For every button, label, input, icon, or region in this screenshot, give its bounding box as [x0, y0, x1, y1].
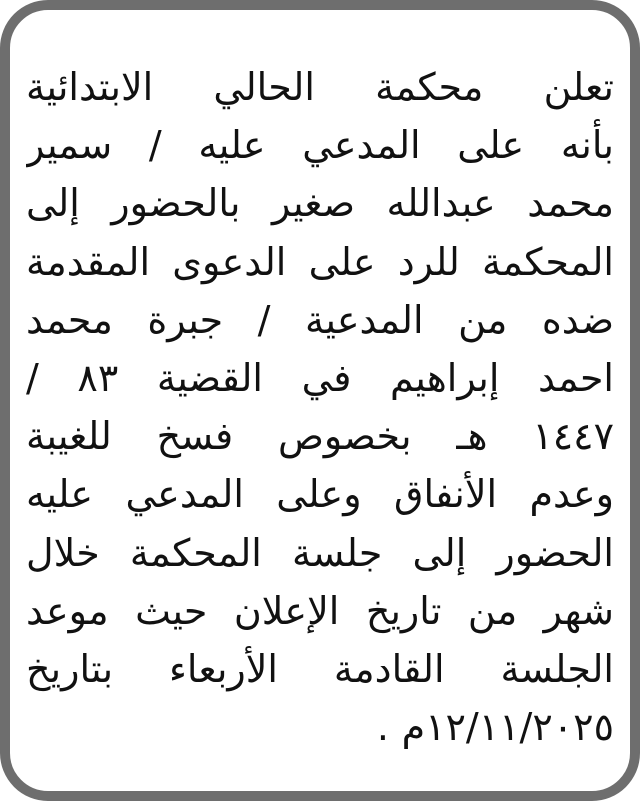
notice-line-4: المحكمة للرد على الدعوى المقدمة [26, 239, 614, 284]
notice-line-2: بأنه على المدعي عليه / سمير [26, 123, 614, 168]
notice-line-7: ١٤٤٧ هـ بخصوص فسخ للغيبة [26, 414, 614, 459]
notice-line-9: الحضور إلى جلسة المحكمة خلال [26, 530, 614, 575]
notice-line-8: وعدم الأنفاق وعلى المدعي عليه [26, 472, 614, 517]
notice-line-1: تعلن محكمة الحالي الابتدائية [26, 65, 614, 109]
notice-line-6: احمد إبراهيم في القضية ٨٣ / [26, 355, 614, 400]
notice-line-11: الجلسة القادمة الأربعاء بتاريخ [26, 646, 614, 691]
notice-line-10: شهر من تاريخ الإعلان حيث موعد [26, 588, 614, 633]
notice-text [26, 58, 614, 767]
notice-line-5: ضده من المدعية / جبرة محمد [26, 297, 614, 342]
notice-line-3: محمد عبدالله صغير بالحضور إلى [26, 181, 614, 226]
notice-line-12: ١٢/١١/٢٠٢٥م . [376, 705, 614, 750]
